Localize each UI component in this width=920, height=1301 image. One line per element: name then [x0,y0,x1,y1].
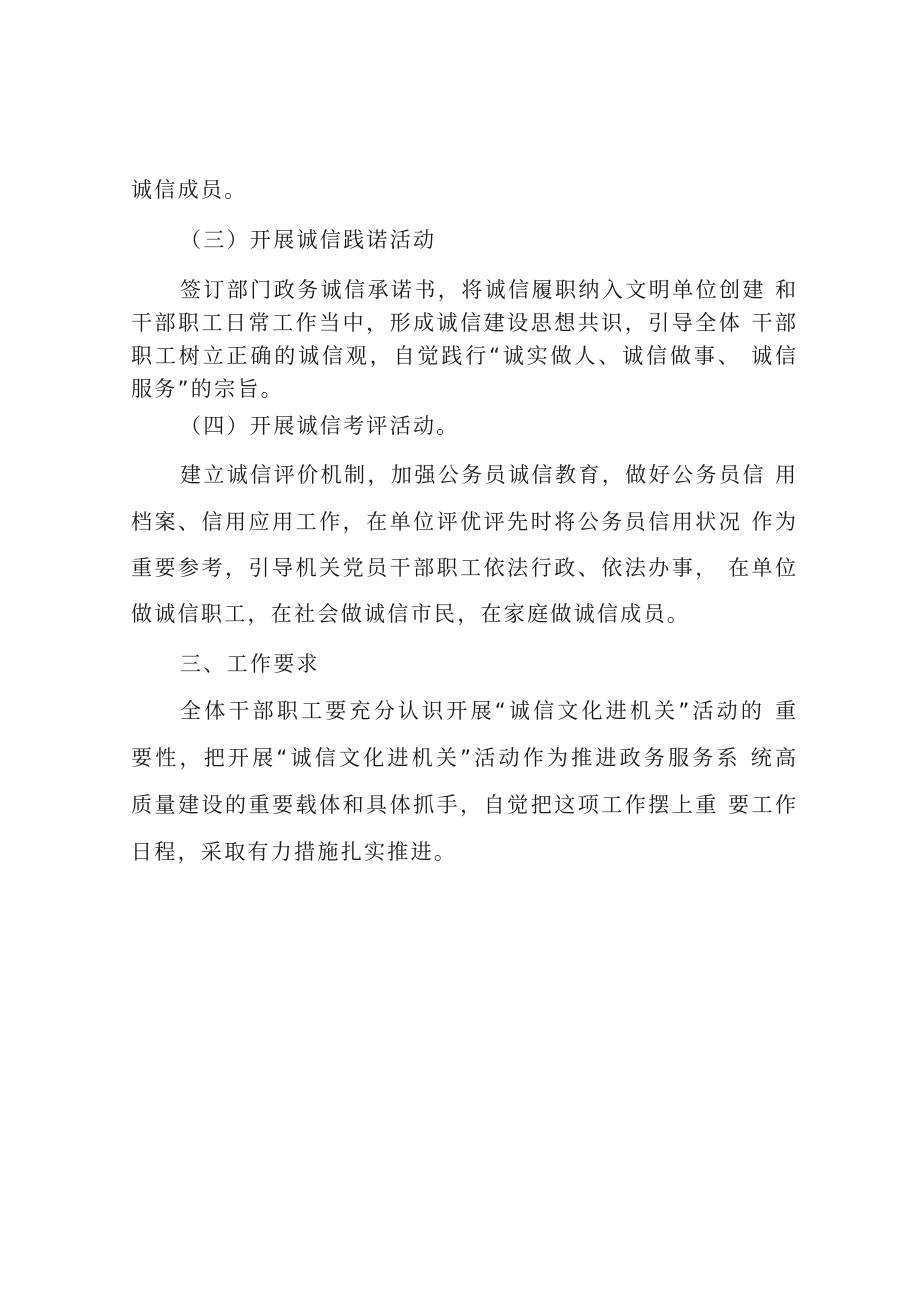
text-line: 要性，把开展“诚信文化进机关”活动作为推进政务服务系 统高 [131,746,796,770]
text-line: 做诚信职工，在社会做诚信市民，在家庭做诚信成员。 [131,602,691,626]
text-line: 职工树立正确的诚信观，自觉践行“诚实做人、诚信做事、 诚信 [131,344,796,368]
text-line: 全体干部职工要充分认识开展“诚信文化进机关”活动的 重 [180,699,796,723]
text-line: 重要参考，引导机关党员干部职工依法行政、依法办事， 在单位 [131,556,796,580]
text-line: 服务”的宗旨。 [131,377,284,401]
text-line: 干部职工日常工作当中，形成诚信建设思想共识，引导全体 干部 [131,311,796,335]
text-line: 诚信成员。 [131,178,248,202]
text-line: 签订部门政务诚信承诺书，将诚信履职纳入文明单位创建 和 [180,278,796,302]
text-line: 建立诚信评价机制，加强公务员诚信教育，做好公务员信 用 [180,463,796,487]
section-heading: （三）开展诚信践诺活动 [180,228,437,252]
text-line: 质量建设的重要载体和具体抓手，自觉把这项工作摆上重 要工作 [131,793,796,817]
section-heading: （四）开展诚信考评活动。 [180,414,460,438]
section-heading: 三、工作要求 [180,652,320,676]
text-line: 档案、信用应用工作，在单位评优评先时将公务员信用状况 作为 [131,510,796,534]
text-line: 日程，采取有力措施扎实推进。 [131,840,458,864]
